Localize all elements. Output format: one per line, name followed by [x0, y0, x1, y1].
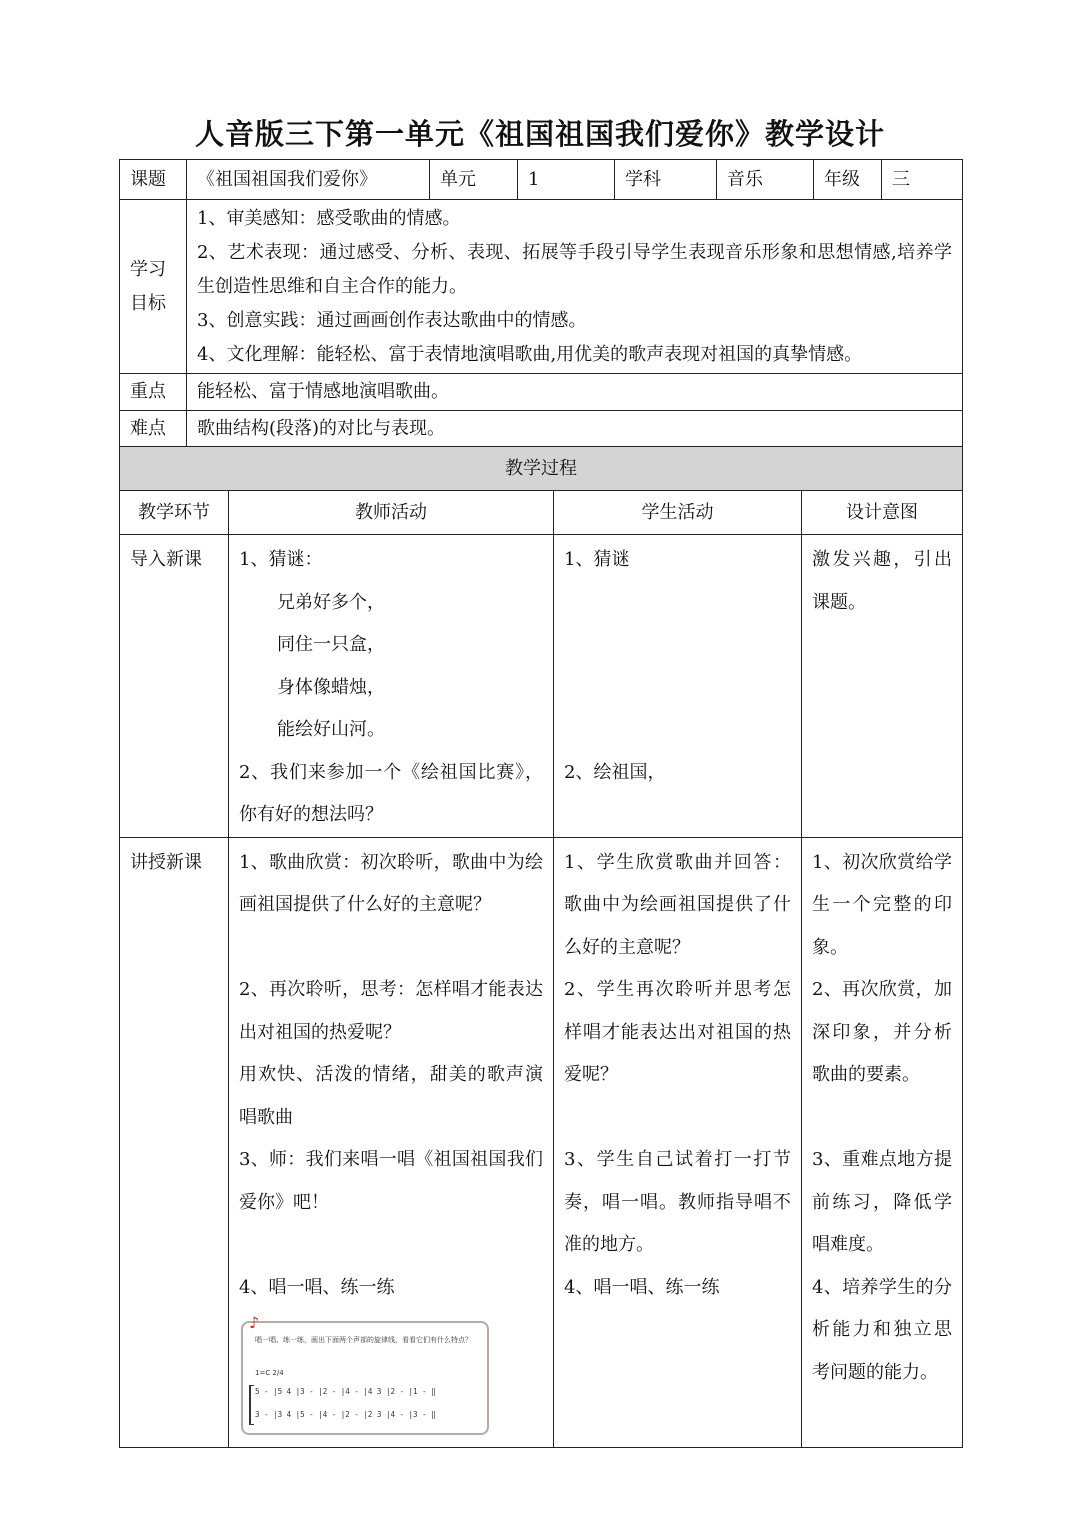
riddle-line: 同住一只盒，	[277, 634, 385, 655]
lecture-student	[554, 837, 802, 1447]
grade-value: 三	[882, 160, 963, 200]
info-table	[119, 159, 963, 448]
difficulty-value: 歌曲结构(段落)的对比与表现。	[187, 411, 963, 448]
grade-label: 年级	[814, 160, 882, 200]
subject-value: 音乐	[717, 160, 814, 200]
lecture-student-item2: 2、学生再次聆听并思考怎样唱才能表达出对祖国的热爱呢？	[564, 979, 791, 1085]
key-point-label: 重点	[120, 374, 187, 411]
card-key: 1=C 2/4	[255, 1369, 284, 1377]
lecture-teacher-item3: 3、师：我们来唱一唱《祖国祖国我们爱你》吧！	[239, 1149, 543, 1213]
lecture-teacher-item2: 2、再次聆听，思考：怎样唱才能表达出对祖国的热爱呢？	[239, 979, 543, 1043]
lecture-intent-item4: 4、培养学生的分析能力和独立思考问题的能力。	[812, 1276, 952, 1383]
subject-label: 学科	[615, 160, 717, 200]
lecture-intent-item1: 1、初次欣赏给学生一个完整的印象。	[812, 851, 952, 958]
lesson-value: 《祖国祖国我们爱你》	[187, 160, 430, 200]
intro-student-item2: 2、绘祖国，	[564, 761, 666, 783]
music-exercise-card	[241, 1313, 489, 1435]
riddle-title: 1、猜谜：	[239, 549, 323, 570]
lecture-intent-item3: 3、重难点地方提前练习，降低学唱难度。	[812, 1149, 952, 1255]
goals-label-line1: 学习	[130, 258, 166, 280]
goals-list	[187, 200, 963, 374]
goal-item: 4、文化理解：能轻松、富于表情地演唱歌曲,用优美的歌声表现对祖国的真挚情感。	[197, 343, 863, 365]
header-student: 学生活动	[554, 491, 802, 535]
lecture-intent-item2: 2、再次欣赏，加深印象，并分析歌曲的要素。	[812, 979, 952, 1085]
process-table	[119, 446, 963, 1448]
lecture-student-item1: 1、学生欣赏歌曲并回答：歌曲中为绘画祖国提供了什么好的主意呢？	[564, 851, 791, 958]
lecture-teacher-item2b: 用欢快、活泼的情绪，甜美的歌声演唱歌曲	[239, 1064, 543, 1128]
score-line-upper: 5 - |5 4 |3 - |2 - |4 - |4 3 |2 - |1 - ‖	[255, 1387, 436, 1396]
lecture-teacher-item4: 4、唱一唱、练一练	[239, 1276, 395, 1298]
lecture-student-item4: 4、唱一唱、练一练	[564, 1276, 720, 1298]
process-title: 教学过程	[120, 447, 963, 491]
goal-item: 1、审美感知：感受歌曲的情感。	[197, 207, 461, 229]
difficulty-label: 难点	[120, 411, 187, 448]
unit-label: 单元	[430, 160, 518, 200]
score-line-lower: 3 - |3 4 |5 - |4 - |2 - |2 3 |4 - |3 - ‖	[255, 1410, 436, 1419]
intro-intent: 激发兴趣，引出课题。	[802, 535, 963, 838]
lecture-teacher	[229, 837, 554, 1447]
lecture-stage: 讲授新课	[120, 837, 229, 1447]
goal-item: 2、艺术表现：通过感受、分析、表现、拓展等手段引导学生表现音乐形象和思想情感,培养学生创造性思维和自主合作的能力。	[197, 241, 952, 297]
header-teacher: 教师活动	[229, 491, 554, 535]
header-intent: 设计意图	[802, 491, 963, 535]
music-note-icon: ♪	[249, 1313, 260, 1332]
lecture-intent	[802, 837, 963, 1447]
key-point-value: 能轻松、富于情感地演唱歌曲。	[187, 374, 963, 411]
header-stage: 教学环节	[120, 491, 229, 535]
riddle-line: 身体像蜡烛，	[277, 676, 385, 698]
riddle-line: 能绘好山河。	[277, 719, 385, 740]
card-instruction: 唱一唱、练一练，画出下面两个声部的旋律线，看看它们有什么特点？	[255, 1336, 472, 1344]
goal-item: 3、创意实践：通过画画创作表达歌曲中的情感。	[197, 309, 587, 331]
goals-label-line2: 目标	[130, 292, 166, 314]
intro-stage: 导入新课	[120, 535, 229, 838]
goals-label	[120, 200, 187, 374]
lesson-label: 课题	[120, 160, 187, 200]
lecture-student-item3: 3、学生自己试着打一打节奏，唱一唱。教师指导唱不准的地方。	[564, 1149, 791, 1255]
intro-teacher	[229, 535, 554, 838]
intro-student-item1: 1、猜谜	[564, 549, 630, 570]
intro-student	[554, 535, 802, 838]
lecture-teacher-item1: 1、歌曲欣赏：初次聆听，歌曲中为绘画祖国提供了什么好的主意呢？	[239, 851, 543, 915]
score-brace	[249, 1385, 254, 1425]
riddle-line: 兄弟好多个，	[277, 591, 385, 613]
intro-teacher-item2: 2、我们来参加一个《绘祖国比赛》，你有好的想法吗？	[239, 761, 543, 825]
page-title: 人音版三下第一单元《祖国祖国我们爱你》教学设计	[194, 117, 885, 151]
unit-value: 1	[518, 160, 615, 200]
